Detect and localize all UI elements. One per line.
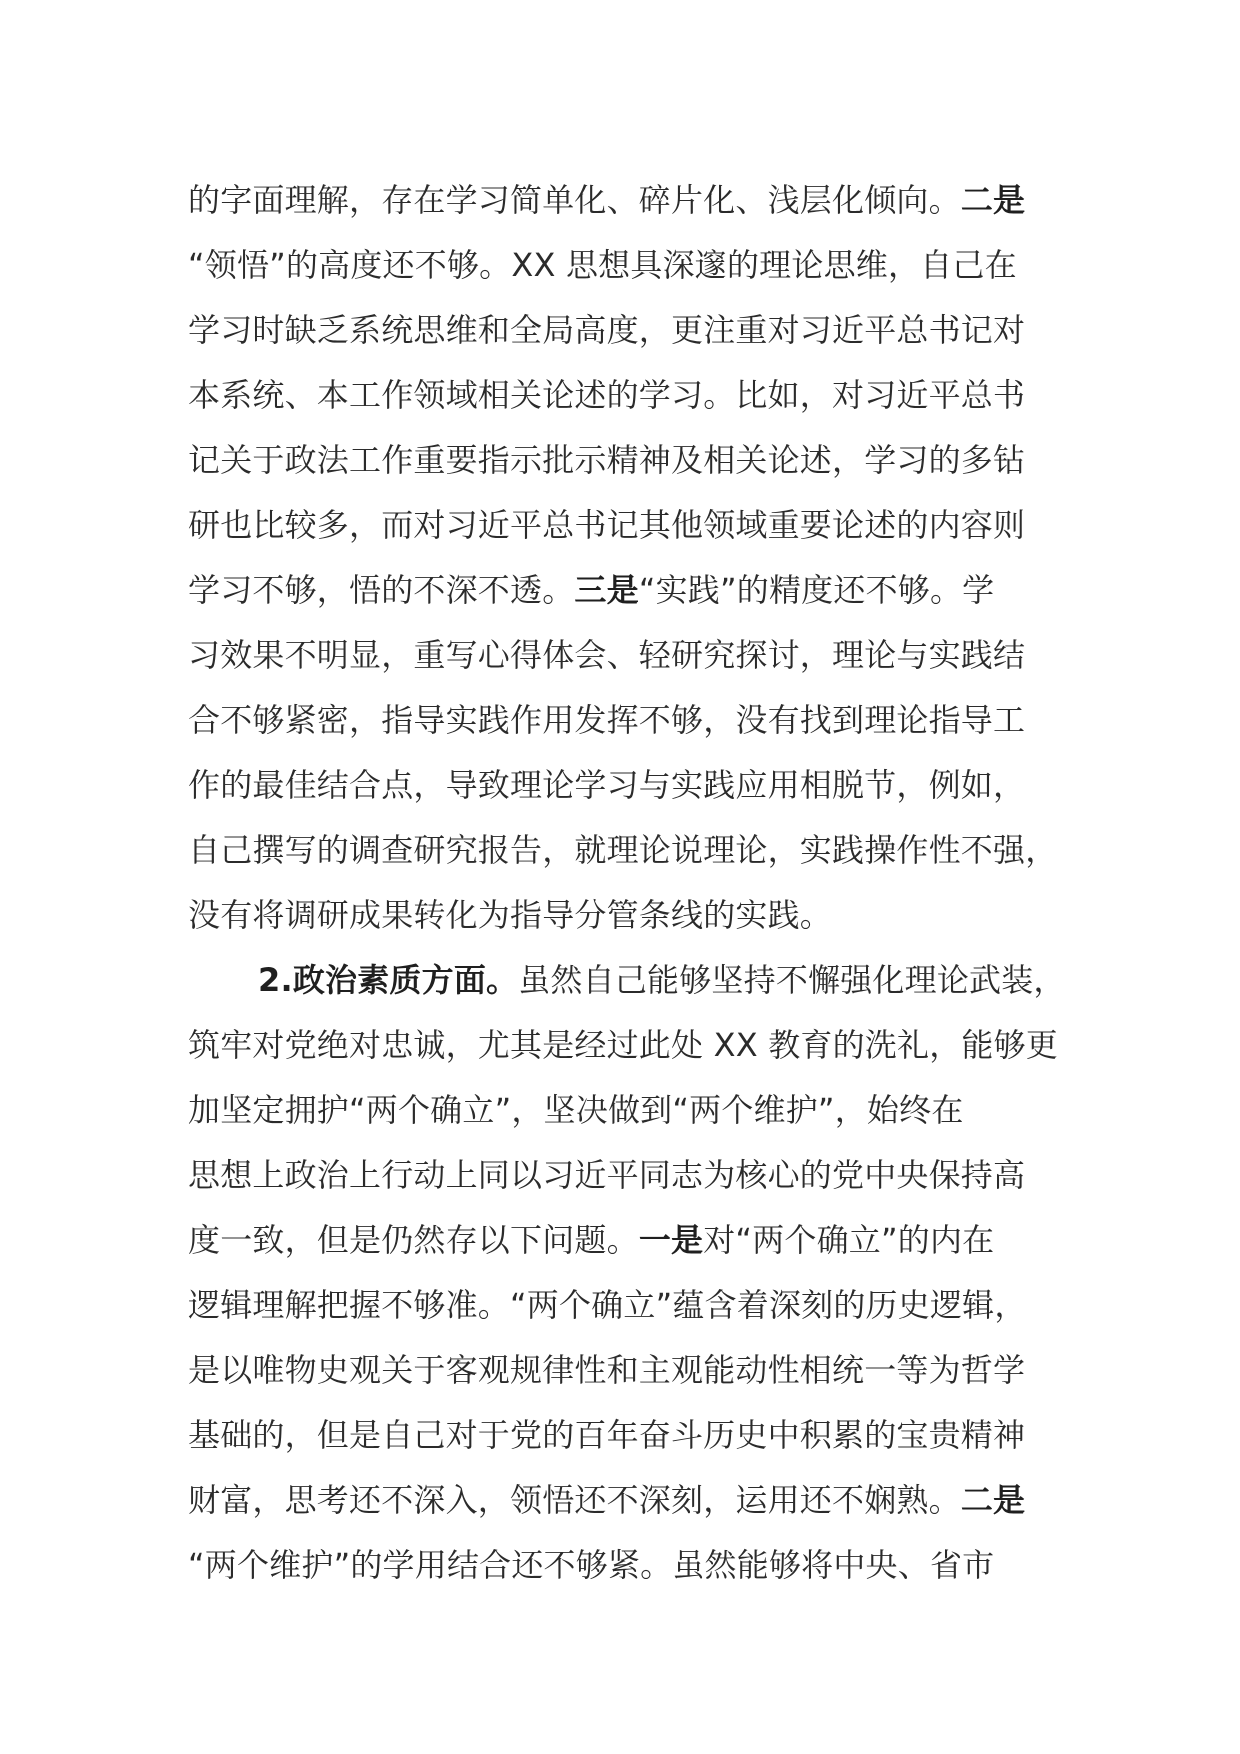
body-text: 本系统、本工作领域相关论述的学习。比如，对习近平总书 xyxy=(188,376,1026,414)
emphasis-text: 三是 xyxy=(574,571,639,609)
emphasis-text: 二是 xyxy=(960,1481,1026,1519)
body-text: “实践”的精度还不够。学 xyxy=(638,571,995,609)
body-text: 合不够紧密，指导实践作用发挥不够，没有找到理论指导工 xyxy=(188,701,1026,739)
text-line xyxy=(188,1279,1068,1331)
paragraph-heading-line xyxy=(258,954,1068,1006)
body-text: 对“两个确立”的内在 xyxy=(703,1221,995,1259)
body-text: 筑牢对党绝对忠诚，尤其是经过此处 XX 教育的洗礼，能够更 xyxy=(188,1026,1058,1064)
text-line xyxy=(188,1214,1068,1266)
text-line xyxy=(188,1149,1068,1201)
body-text: 习效果不明显，重写心得体会、轻研究探讨，理论与实践结 xyxy=(188,636,1026,674)
body-text: 的字面理解，存在学习简单化、碎片化、浅层化倾向。 xyxy=(188,181,961,219)
emphasis-text: 一是 xyxy=(638,1221,704,1259)
body-text: 学习不够，悟的不深不透。 xyxy=(188,571,575,609)
body-text: “两个维护”的学用结合还不够紧。虽然能够将中央、省市 xyxy=(188,1546,995,1584)
body-text: 自己撰写的调查研究报告，就理论说理论，实践操作性不强， xyxy=(188,831,1058,869)
body-text: 学习时缺乏系统思维和全局高度，更注重对习近平总书记对 xyxy=(188,311,1026,349)
body-text: 虽然自己能够坚持不懈强化理论武装， xyxy=(518,961,1066,999)
text-line xyxy=(188,629,1068,681)
body-text: 财富，思考还不深入，领悟还不深刻，运用还不娴熟。 xyxy=(188,1481,961,1519)
text-line xyxy=(188,434,1068,486)
text-line xyxy=(188,239,1068,291)
text-line xyxy=(188,304,1068,356)
body-text: 没有将调研成果转化为指导分管条线的实践。 xyxy=(188,896,833,934)
body-text: 逻辑理解把握不够准。“两个确立”蕴含着深刻的历史逻辑， xyxy=(188,1286,1027,1324)
text-line xyxy=(188,1344,1068,1396)
body-text: 记关于政法工作重要指示批示精神及相关论述，学习的多钻 xyxy=(188,441,1026,479)
body-text: 研也比较多，而对习近平总书记其他领域重要论述的内容则 xyxy=(188,506,1026,544)
text-line xyxy=(188,694,1068,746)
body-text: 加坚定拥护“两个确立”，坚决做到“两个维护”，始终在 xyxy=(188,1091,964,1129)
body-text: “领悟”的高度还不够。XX 思想具深邃的理论思维，自己在 xyxy=(188,246,1017,284)
text-line xyxy=(188,174,1068,226)
body-text: 作的最佳结合点，导致理论学习与实践应用相脱节，例如， xyxy=(188,766,1026,804)
text-line xyxy=(188,1539,1068,1591)
emphasis-text: 2.政治素质方面。 xyxy=(258,961,519,999)
text-line xyxy=(188,1409,1068,1461)
text-line xyxy=(188,824,1068,876)
text-line xyxy=(188,1084,1068,1136)
text-line xyxy=(188,889,1068,941)
body-text: 是以唯物史观关于客观规律性和主观能动性相统一等为哲学 xyxy=(188,1351,1026,1389)
text-line xyxy=(188,369,1068,421)
text-line xyxy=(188,759,1068,811)
emphasis-text: 二是 xyxy=(960,181,1026,219)
body-text: 基础的，但是自己对于党的百年奋斗历史中积累的宝贵精神 xyxy=(188,1416,1026,1454)
text-line xyxy=(188,1019,1068,1071)
text-line xyxy=(188,499,1068,551)
text-line xyxy=(188,564,1068,616)
text-line xyxy=(188,1474,1068,1526)
body-text: 度一致，但是仍然存以下问题。 xyxy=(188,1221,639,1259)
body-text: 思想上政治上行动上同以习近平同志为核心的党中央保持高 xyxy=(188,1156,1026,1194)
